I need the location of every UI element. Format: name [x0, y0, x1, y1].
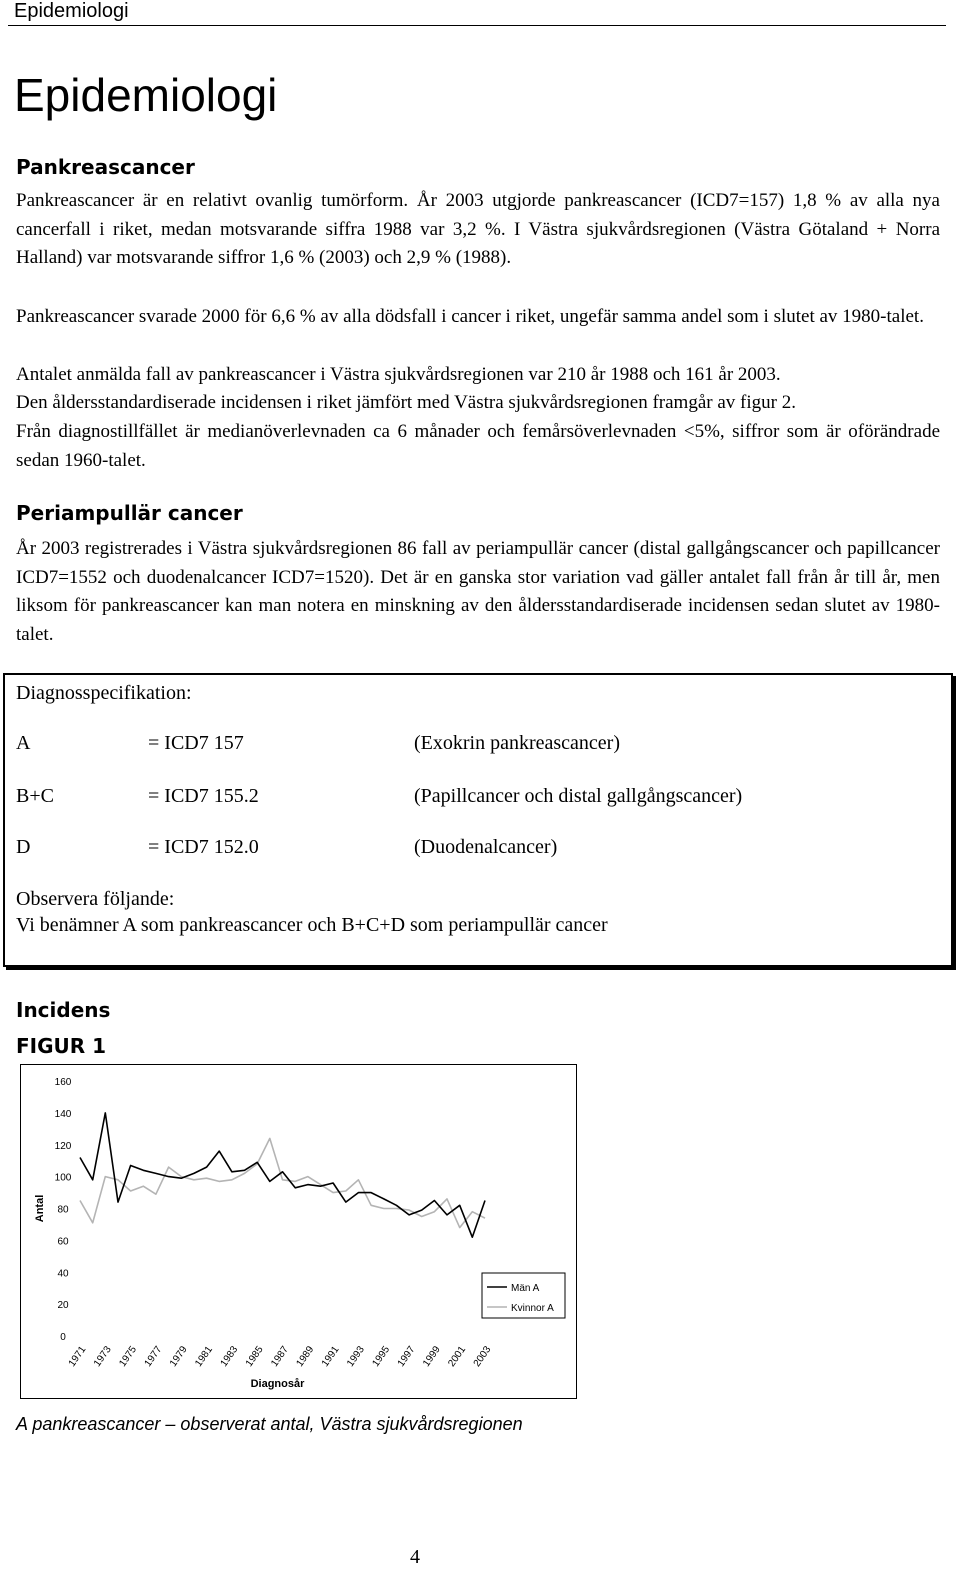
- series-line-kvinnor-a: [80, 1138, 485, 1227]
- x-tick-label: 1973: [91, 1344, 114, 1369]
- y-tick-label: 60: [57, 1236, 69, 1248]
- diagnos-code: A: [16, 732, 31, 754]
- header-divider: [8, 25, 946, 26]
- x-axis-label: Diagnosår: [250, 1378, 305, 1390]
- running-head: Epidemiologi: [14, 0, 129, 22]
- diagnos-description: (Exokrin pankreascancer): [414, 732, 620, 754]
- page-number: 4: [410, 1546, 420, 1568]
- y-tick-label: 160: [54, 1077, 72, 1088]
- section-heading-pankreascancer: Pankreascancer: [16, 155, 195, 179]
- y-axis-label: Antal: [34, 1194, 46, 1223]
- paragraph-pankreas-intro: Pankreascancer är en relativt ovanlig tumörform. År 2003 utgjorde pankreascancer (ICD7=157) 1,8 % av alla nya cancerfall i riket, medan motsvarande siffra 1988 var 3,2 %. I Västra sjukvårdsregionen (Västra Götaland + Norra Halland) var motsvarande siffror 1,6 % (2003) och 2,9 % (1988).: [16, 190, 940, 269]
- legend-label: Män A: [511, 1283, 540, 1294]
- x-tick-label: 1975: [117, 1344, 140, 1369]
- y-tick-label: 0: [60, 1332, 66, 1343]
- page-title: Epidemiologi: [14, 69, 278, 121]
- paragraph-incidens-ref: Den åldersstandardiserade incidensen i riket jämfört med Västra sjukvårdsregionen framgår av figur 2.: [16, 392, 796, 413]
- x-tick-label: 1987: [269, 1344, 291, 1369]
- paragraph-overlevnad: Från diagnostillfället är medianöverlevnaden ca 6 månader och femårsöverlevnaden <5%, siffror som är oförändrade sedan 1960-talet.: [16, 421, 940, 471]
- diagnos-code: D: [16, 836, 31, 858]
- diagnos-icd: = ICD7 157: [148, 732, 244, 754]
- diagnos-note-label: Observera följande:: [16, 888, 175, 910]
- x-tick-label: 2003: [471, 1344, 494, 1369]
- x-tick-label: 1995: [370, 1344, 393, 1369]
- x-tick-label: 1977: [142, 1344, 165, 1369]
- y-tick-label: 20: [57, 1300, 69, 1312]
- x-tick-label: 2001: [446, 1344, 469, 1369]
- diagnos-code: B+C: [16, 785, 54, 807]
- diagnos-specification-box: [3, 673, 953, 967]
- x-tick-label: 1981: [193, 1344, 216, 1369]
- section-heading-incidens: Incidens: [16, 998, 111, 1022]
- line-chart: [21, 1065, 576, 1398]
- y-tick-label: 120: [54, 1140, 72, 1152]
- x-tick-label: 1983: [218, 1344, 241, 1369]
- x-tick-label: 1971: [66, 1344, 89, 1369]
- x-tick-label: 1989: [294, 1344, 317, 1369]
- x-tick-label: 1991: [319, 1344, 342, 1369]
- x-tick-label: 1997: [395, 1344, 418, 1369]
- paragraph-periampullar: År 2003 registrerades i Västra sjukvårdsregionen 86 fall av periampullär cancer (distal gallgångscancer och papillcancer ICD7=1552 och duodenalcancer ICD7=1520). Det är en ganska stor variation vad gäller antalet fall från år till år, men liksom för pankreascancer kan man notera en minskning av den åldersstandardiserade incidensen sedan slutet av 1980-talet.: [16, 538, 940, 645]
- y-tick-label: 80: [57, 1204, 69, 1216]
- legend-label: Kvinnor A: [511, 1303, 554, 1314]
- x-tick-label: 1985: [243, 1344, 266, 1369]
- figure-label: FIGUR 1: [16, 1034, 107, 1058]
- diagnos-icd: = ICD7 152.0: [148, 836, 259, 858]
- paragraph-dodsfall: Pankreascancer svarade 2000 för 6,6 % av alla dödsfall i cancer i riket, ungefär samma andel som i slutet av 1980-talet.: [16, 306, 924, 327]
- incidence-chart: [20, 1064, 577, 1399]
- x-tick-label: 1999: [421, 1344, 443, 1369]
- diagnos-description: (Duodenalcancer): [414, 836, 558, 858]
- y-tick-label: 140: [54, 1108, 72, 1120]
- series-line-män-a: [80, 1113, 485, 1237]
- y-tick-label: 40: [57, 1268, 69, 1280]
- figure-caption: A pankreascancer – observerat antal, Västra sjukvårdsregionen: [16, 1414, 523, 1434]
- diagnos-box-title: Diagnosspecifikation:: [16, 682, 192, 704]
- paragraph-antal-fall: Antalet anmälda fall av pankreascancer i Västra sjukvårdsregionen var 210 år 1988 och 161 år 2003.: [16, 364, 781, 385]
- y-tick-label: 100: [54, 1172, 72, 1184]
- section-heading-periampullar: Periampullär cancer: [16, 501, 243, 525]
- x-tick-label: 1979: [167, 1344, 190, 1369]
- diagnos-description: (Papillcancer och distal gallgångscancer): [414, 785, 743, 807]
- diagnos-icd: = ICD7 155.2: [148, 785, 259, 807]
- diagnos-note-text: Vi benämner A som pankreascancer och B+C+D som periampullär cancer: [16, 914, 608, 936]
- x-tick-label: 1993: [345, 1344, 367, 1369]
